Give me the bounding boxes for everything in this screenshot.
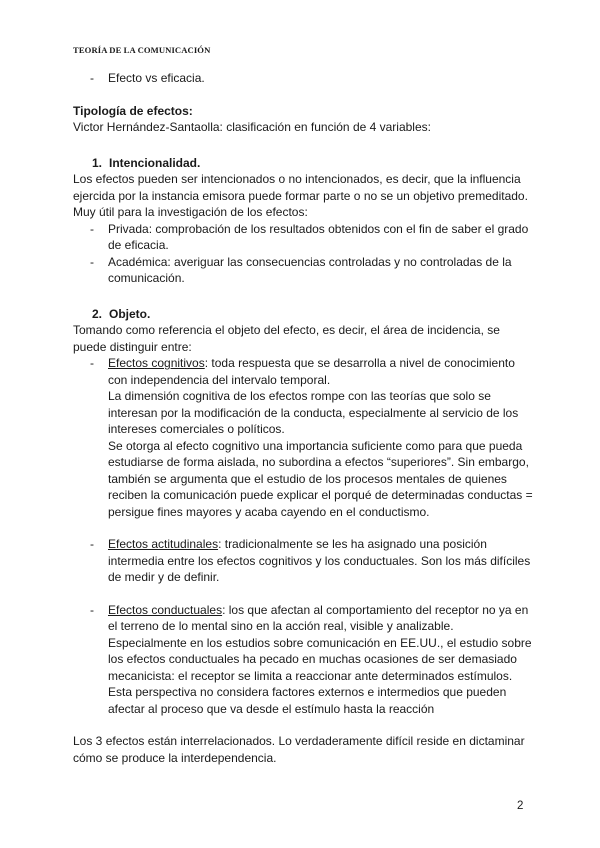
term-behavioral: Efectos conductuales xyxy=(108,602,223,617)
intro-list xyxy=(73,70,533,87)
list-item-cognitive xyxy=(73,355,533,520)
section-1-lead: Muy útil para la investigación de los efectos: xyxy=(73,205,308,219)
cognitive-paragraph-3: Se otorga al efecto cognitivo una importancia suficiente como para que pueda estudiarse de forma aislada, no subordina a efectos “superiores”. Sin embargo, también se argumenta que el estudio de los procesos mentales de quienes reciben la comunicación puede explicar el porqué de determinadas conductas = persigue fines mayores y acaba cayendo en el conductismo. xyxy=(108,438,533,519)
term-attitudinal: Efectos actitudinales xyxy=(108,537,219,551)
section-2-heading xyxy=(73,306,533,323)
term-cognitive: Efectos cognitivos xyxy=(108,356,205,370)
page-content xyxy=(73,70,533,766)
typology-title: Tipología de efectos: xyxy=(73,103,193,118)
section-1-number: 1. xyxy=(92,155,103,170)
cognitive-paragraph-2: La dimensión cognitiva de los efectos rompe con las teorías que solo se interesan por la modificación de la conducta, especialmente al servicio de los intereses comerciales o políticos. xyxy=(108,389,519,436)
section-1-title: Intencionalidad. xyxy=(109,155,201,170)
section-2-title: Objeto. xyxy=(109,306,151,321)
section-1-list xyxy=(73,221,533,287)
conclusion-paragraph: Los 3 efectos están interrelacionados. Lo verdaderamente difícil reside en dictaminar cómo se produce la interdependencia. xyxy=(73,734,525,765)
section-1-paragraph: Los efectos pueden ser intencionados o no intencionados, es decir, que la influencia ejercida por la instancia emisora puede formar parte o no se un objetivo premeditado. xyxy=(73,172,528,203)
running-header: TEORÍA DE LA COMUNICACIÓN xyxy=(73,45,211,55)
intro-list-item: - Efecto vs eficacia. xyxy=(73,70,533,87)
text-behavioral: : los que afectan al comportamiento del receptor no ya en el terreno de lo mental sino en la acción real, visible y analizable. Especialmente en los estudios sobre comunicación en EE.UU., el estudio sobre los efectos conductuales ha pecado en muchas ocasiones de ser demasiado mecanicista: el receptor se limita a reaccionar ante determinados estímulos. Esta perspectiva no considera factores externos e intermedios que pueden afectar al proceso que va desde el estímulo hasta la reacción xyxy=(108,602,532,716)
list-item-attitudinal xyxy=(73,536,533,586)
typology-block xyxy=(73,103,533,136)
section-1-heading xyxy=(73,155,533,172)
section-2-paragraph: Tomando como referencia el objeto del efecto, es decir, el área de incidencia, se puede distinguir entre: xyxy=(73,323,500,354)
list-item: - Privada: comprobación de los resultados obtenidos con el fin de saber el grado de eficacia. xyxy=(73,221,533,254)
text-attitudinal: : tradicionalmente se les ha asignado una posición intermedia entre los efectos cognitivos y los conductuales. Son los más difíciles de medir y de definir. xyxy=(108,537,531,584)
section-2-list xyxy=(73,355,533,717)
section-2-number: 2. xyxy=(92,306,103,321)
typology-subtitle: Victor Hernández-Santaolla: clasificación en función de 4 variables: xyxy=(73,120,431,134)
list-item: - Académica: averiguar las consecuencias controladas y no controladas de la comunicación. xyxy=(73,254,533,287)
text-cognitive: : toda respuesta que se desarrolla a nivel de conocimiento con independencia del intervalo temporal. xyxy=(108,356,515,387)
page-number: 2 xyxy=(517,800,524,812)
list-item-behavioral xyxy=(73,602,533,718)
